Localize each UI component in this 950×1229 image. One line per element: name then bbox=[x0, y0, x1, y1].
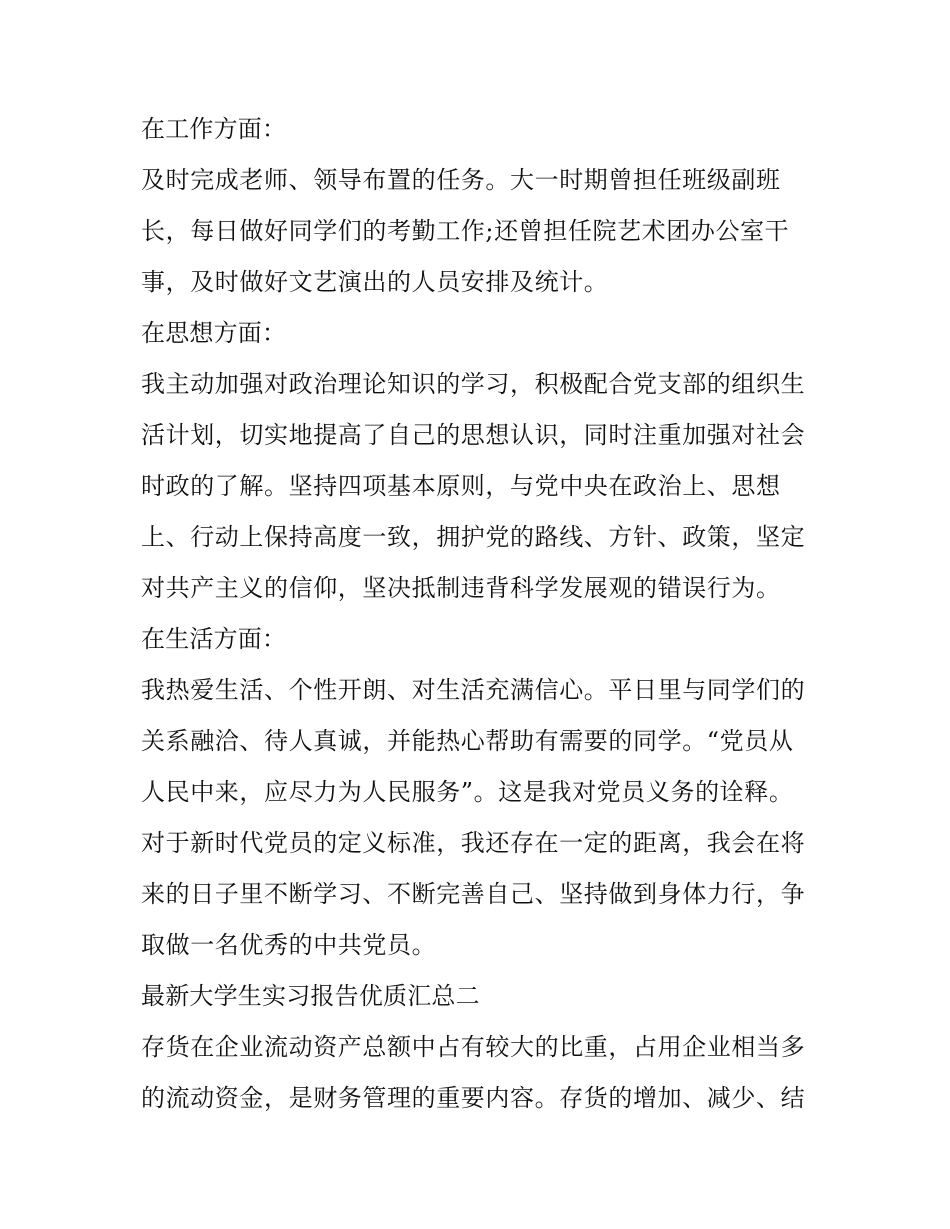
paragraph-line: 上、行动上保持高度一致，拥护党的路线、方针、政策，坚定 bbox=[141, 523, 806, 551]
paragraph-line: 长，每日做好同学们的考勤工作;还曾担任院艺术团办公室干 bbox=[141, 217, 790, 245]
paragraph-line: 人民中来，应尽力为人民服务”。这是我对党员义务的诠释。 bbox=[141, 778, 794, 806]
paragraph-line: 来的日子里不断学习、不断完善自己、坚持做到身体力行，争 bbox=[141, 880, 806, 908]
paragraph-line: 时政的了解。坚持四项基本原则，与党中央在政治上、思想 bbox=[141, 472, 781, 500]
paragraph-line: 取做一名优秀的中共党员。 bbox=[141, 931, 437, 959]
document-body bbox=[141, 104, 821, 1124]
section-heading-work: 在工作方面： bbox=[141, 115, 287, 143]
paragraph-line: 对共产主义的信仰，坚决抵制违背科学发展观的错误行为。 bbox=[141, 574, 781, 602]
section-heading-life: 在生活方面： bbox=[141, 625, 287, 653]
paragraph-line: 对于新时代党员的定义标准，我还存在一定的距离，我会在将 bbox=[141, 829, 806, 857]
paragraph-line: 及时完成老师、领导布置的任务。大一时期曾担任班级副班 bbox=[141, 166, 781, 194]
paragraph-line: 我主动加强对政治理论知识的学习，积极配合党支部的组织生 bbox=[141, 370, 806, 398]
paragraph-line: 我热爱生活、个性开朗、对生活充满信心。平日里与同学们的 bbox=[141, 676, 806, 704]
paragraph-line: 关系融洽、待人真诚，并能热心帮助有需要的同学。“党员从 bbox=[141, 727, 794, 755]
report-title: 最新大学生实习报告优质汇总二 bbox=[141, 982, 480, 1010]
section-heading-thought: 在思想方面： bbox=[141, 319, 287, 347]
paragraph-line: 存货在企业流动资产总额中占有较大的比重，占用企业相当多 bbox=[141, 1033, 806, 1061]
paragraph-line: 事，及时做好文艺演出的人员安排及统计。 bbox=[141, 268, 609, 296]
paragraph-line: 的流动资金，是财务管理的重要内容。存货的增加、减少、结 bbox=[141, 1084, 806, 1112]
paragraph-line: 活计划，切实地提高了自己的思想认识，同时注重加强对社会 bbox=[141, 421, 806, 449]
